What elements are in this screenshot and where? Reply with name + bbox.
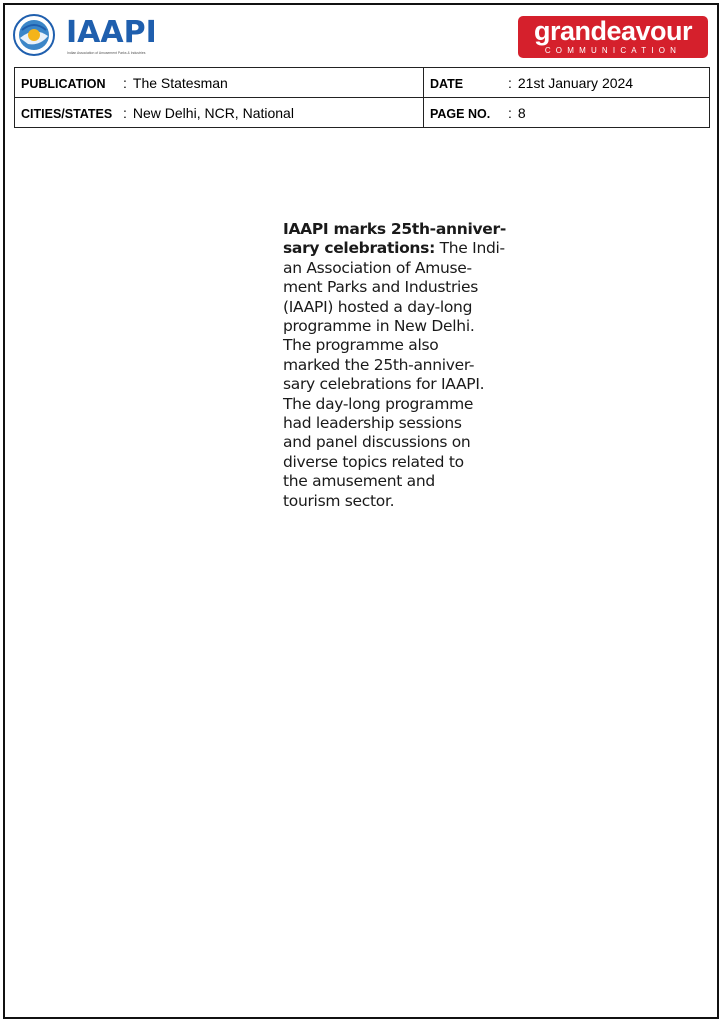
date-cell	[424, 68, 710, 98]
article-line: an Association of Amuse-	[283, 258, 472, 277]
publication-colon: :	[123, 74, 127, 91]
grandeavour-logo-text: grandeavour	[533, 16, 693, 46]
article-line: ment Parks and Industries	[283, 278, 479, 297]
cities-cell	[15, 98, 424, 128]
article-line: marked the 25th-anniver-	[283, 355, 475, 374]
publication-value: The Statesman	[132, 74, 228, 91]
grandeavour-logo-sub: COMMUNICATION	[544, 46, 682, 55]
date-colon: :	[508, 74, 512, 91]
publication-cell	[15, 68, 424, 98]
cities-colon: :	[123, 104, 127, 121]
article-line: programme in New Delhi.	[283, 317, 475, 336]
iaapi-logo-tagline: Indian Association of Amusement Parks & Industries	[67, 51, 146, 55]
article-line: The day-long programme	[283, 394, 474, 413]
page-colon: :	[508, 104, 512, 121]
page-value: 8	[517, 104, 526, 121]
cities-label: CITIES/STATES	[21, 106, 113, 121]
article-line: and panel discussions on	[283, 433, 471, 452]
news-clipping	[283, 220, 515, 511]
article-headline: sary celebrations:	[283, 239, 435, 258]
article-line: the amusement and	[283, 472, 435, 491]
publication-label: PUBLICATION	[21, 76, 106, 91]
table-row	[15, 68, 710, 98]
cities-value: New Delhi, NCR, National	[132, 104, 294, 121]
date-value: 21st January 2024	[517, 74, 634, 91]
page-cell	[424, 98, 710, 128]
date-label: DATE	[430, 76, 464, 91]
article-line: had leadership sessions	[283, 414, 462, 433]
article-line: diverse topics related to	[283, 452, 464, 471]
grandeavour-logo	[518, 16, 708, 58]
publication-info-table	[14, 67, 710, 128]
article-line: sary celebrations: The Indi-	[283, 239, 505, 258]
article-line: sary celebrations for IAAPI.	[283, 375, 485, 394]
iaapi-logo-text: IAAPI	[66, 15, 157, 50]
article-line: The programme also	[283, 336, 439, 355]
article-headline: IAAPI marks 25th-anniver-	[283, 220, 506, 238]
article-line	[283, 220, 515, 239]
page-label: PAGE NO.	[430, 106, 491, 121]
table-row	[15, 98, 710, 128]
iaapi-logo	[12, 12, 172, 60]
article-line: tourism sector.	[283, 491, 395, 510]
article-line: (IAAPI) hosted a day-long	[283, 297, 473, 316]
